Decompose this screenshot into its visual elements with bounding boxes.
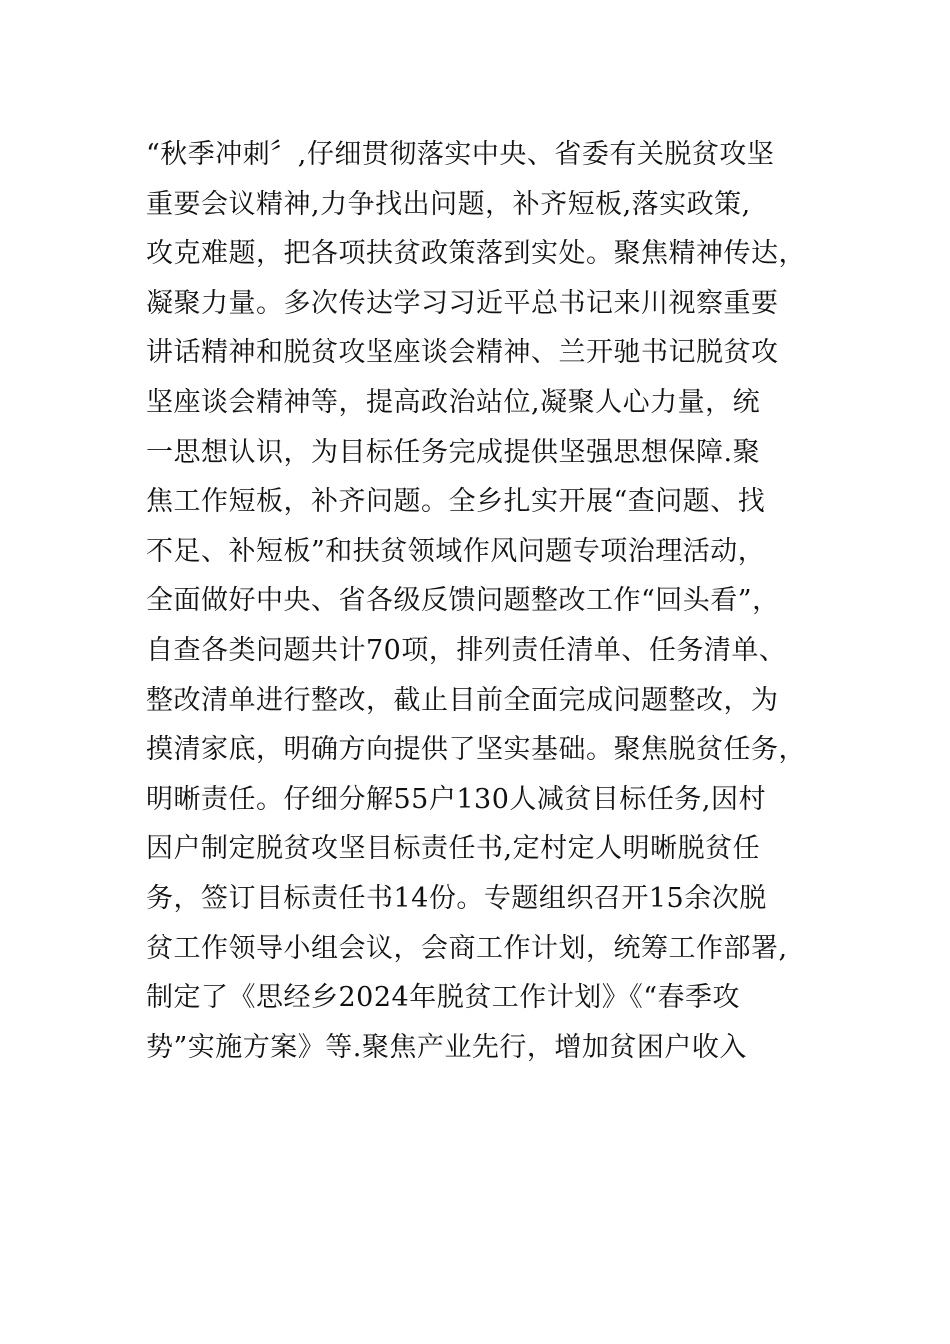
text-line: 务，签订目标责任书14份。专题组织召开15余次脱 [146, 882, 767, 914]
body-paragraph [146, 130, 826, 1072]
text-line: 自查各类问题共计70项，排列责任清单、任务清单、 [146, 634, 787, 666]
text-line: 讲话精神和脱贫攻坚座谈会精神、兰开驰书记脱贫攻 [146, 337, 779, 369]
text-line: 不足、补短板”和扶贫领域作风问题专项治理活动， [146, 535, 766, 567]
text-line: 坚座谈会精神等，提高政治站位,凝聚人心力量，统 [146, 386, 761, 418]
text-line: 一思想认识，为目标任务完成提供坚强思想保障.聚 [146, 436, 761, 468]
text-line: 因户制定脱贫攻坚目标责任书,定村定人明晰脱贫任 [146, 833, 761, 865]
text-line: 重要会议精神,力争找出问题，补齐短板,落实政策, [146, 188, 751, 220]
text-line: “秋季冲刺〞,仔细贯彻落实中央、省委有关脱贫攻坚 [146, 139, 775, 170]
text-line: 摸清家底，明确方向提供了坚实基础。聚焦脱贫任务， [146, 734, 806, 766]
text-line: 凝聚力量。多次传达学习习近平总书记来川视察重要 [146, 287, 779, 319]
text-line: 攻克难题，把各项扶贫政策落到实处。聚焦精神传达， [146, 238, 806, 270]
text-line: 势”实施方案》等.聚焦产业先行，增加贫困户收入 [146, 1031, 747, 1063]
text-line: 整改清单进行整改，截止目前全面完成问题整改，为 [146, 684, 779, 716]
text-line: 明晰责任。仔细分解55户130人减贫目标任务,因村 [146, 783, 766, 815]
text-line: 制定了《思经乡2024年脱贫工作计划》《“春季攻 [146, 982, 741, 1014]
text-line: 焦工作短板，补齐问题。全乡扎实开展“查问题、找 [146, 486, 766, 518]
text-line: 贫工作领导小组会议，会商工作计划，统筹工作部署, [146, 932, 788, 964]
text-line: 全面做好中央、省各级反馈问题整改工作“回头看”， [146, 585, 780, 617]
